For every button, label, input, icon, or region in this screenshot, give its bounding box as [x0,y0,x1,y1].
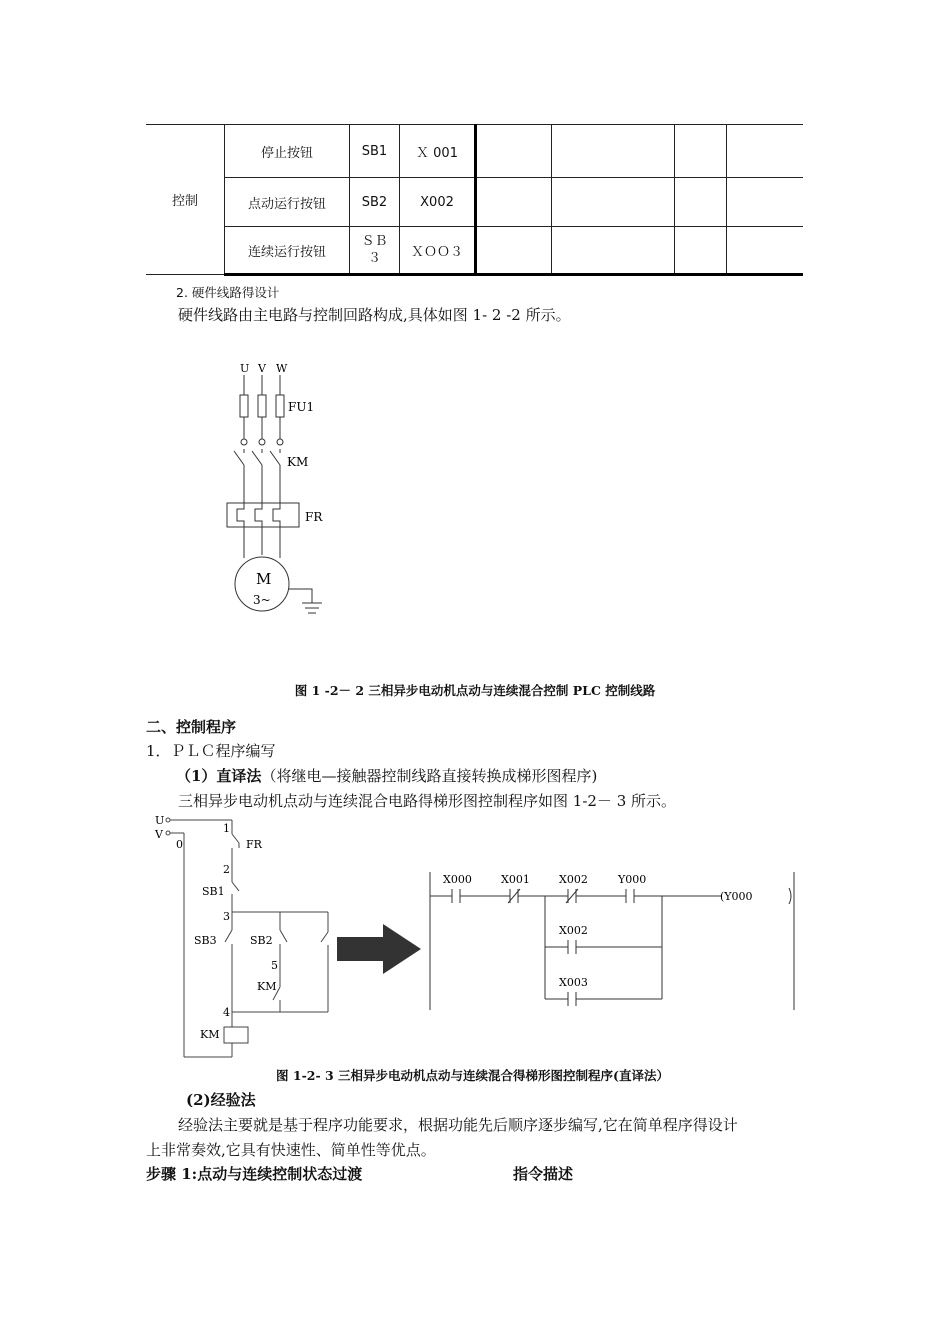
relay-v-label: V [155,828,163,841]
io-row-3-code: ＳＢ３ [350,227,400,275]
io-row-3-empty-2 [552,227,675,275]
io-row-3-empty-4 [727,227,804,275]
relay-circuit-diagram [150,812,340,1062]
fig2-caption: 图 1-2- 3 三相异步电动机点动与连续混合得梯形图控制程序(直译法） [276,1068,669,1083]
phase-u-label: U [240,362,250,375]
relay-fr-label: FR [246,838,262,851]
fig1-caption: 图 1 -2－ 2 三相异步电动机点动与连续混合控制 PLC 控制线路 [294,683,656,698]
relay-sb3-label: SB3 [194,934,217,947]
ladder-x002-label: X002 [559,873,588,886]
motor-phase-label: 3~ [253,593,271,607]
io-row-2-empty-3 [675,178,727,227]
relay-node-4: 4 [223,1006,230,1019]
instruction-title: 指令描述 [513,1165,574,1183]
relay-node-0: 0 [176,838,183,851]
relay-sb2-label: SB2 [250,934,273,947]
io-group-label: 控制 [146,125,225,275]
io-row-1-name: 停止按钮 [225,125,350,178]
io-row-2-addr: X002 [400,178,476,227]
ladder-x001-label: X001 [501,873,530,886]
io-row-2-code: SB2 [350,178,400,227]
io-row-2-empty-4 [727,178,804,227]
io-row-2-name: 点动运行按钮 [225,178,350,227]
io-row-1-empty-1 [476,125,552,178]
relay-km-coil-label: KM [200,1028,220,1041]
io-row-3-empty-3 [675,227,727,275]
method1-desc: （将继电—接触器控制线路直接转换成梯形图程序) [261,767,598,785]
exp-heading: (2)经验法 [186,1091,256,1109]
contactor-label: KM [287,455,309,469]
io-row-1-code: SB1 [350,125,400,178]
relay-km-contact-label: KM [257,980,277,993]
io-row-1-empty-3 [675,125,727,178]
relay-u-label: U [155,814,165,827]
io-row-1-empty-2 [552,125,675,178]
main-circuit-diagram [215,355,335,625]
io-table [146,124,803,276]
io-row-3-addr: ＸＯＯ３ [400,227,476,275]
method1-body: 三相异步电动机点动与连续混合电路得梯形图控制程序如图 1-2－ 3 所示。 [178,792,677,810]
prog-sub1: 1．ＰＬＣ程序编写 [146,742,276,760]
io-row-3-empty-1 [476,227,552,275]
relay-node-2: 2 [223,863,230,876]
ladder-x003-label: X003 [559,976,588,989]
relay-node-5: 5 [271,959,278,972]
io-row-1-addr: Ｘ 001 [400,125,476,178]
phase-v-label: V [258,362,266,375]
ladder-y000-contact-label: Y000 [618,873,647,886]
relay-label: FR [305,510,323,524]
step1-title: 步骤 1:点动与连续控制状态过渡 [146,1165,363,1183]
motor-label: M [256,570,272,588]
io-row-3-name: 连续运行按钮 [225,227,350,275]
hw-heading: 2. 硬件线路得设计 [176,285,280,300]
ladder-output-coil: (Y000 [720,890,753,903]
method1-line [176,765,597,786]
ladder-x000-label: X000 [443,873,472,886]
io-row-2-empty-1 [476,178,552,227]
io-row-1-empty-4 [727,125,804,178]
phase-w-label: W [276,362,288,375]
prog-heading: 二、控制程序 [146,718,237,736]
hw-body: 硬件线路由主电路与控制回路构成,具体如图 1- 2 -2 所示。 [178,306,571,324]
method1-label: （1）直译法 [176,767,262,785]
io-row-2-empty-2 [552,178,675,227]
ladder-x002-branch-label: X002 [559,924,588,937]
fuse-label: FU1 [288,400,315,414]
exp-body-line2: 上非常奏效,它具有快速性、简单性等优点。 [146,1141,436,1159]
exp-body-line1: 经验法主要就是基于程序功能要求，根据功能先后顺序逐步编写,它在简单程序得设计 [178,1116,738,1134]
ladder-diagram [425,862,805,1012]
relay-node-1: 1 [223,822,230,835]
relay-node-3: 3 [223,910,230,923]
conversion-arrow-icon [335,922,423,976]
relay-sb1-label: SB1 [202,885,225,898]
